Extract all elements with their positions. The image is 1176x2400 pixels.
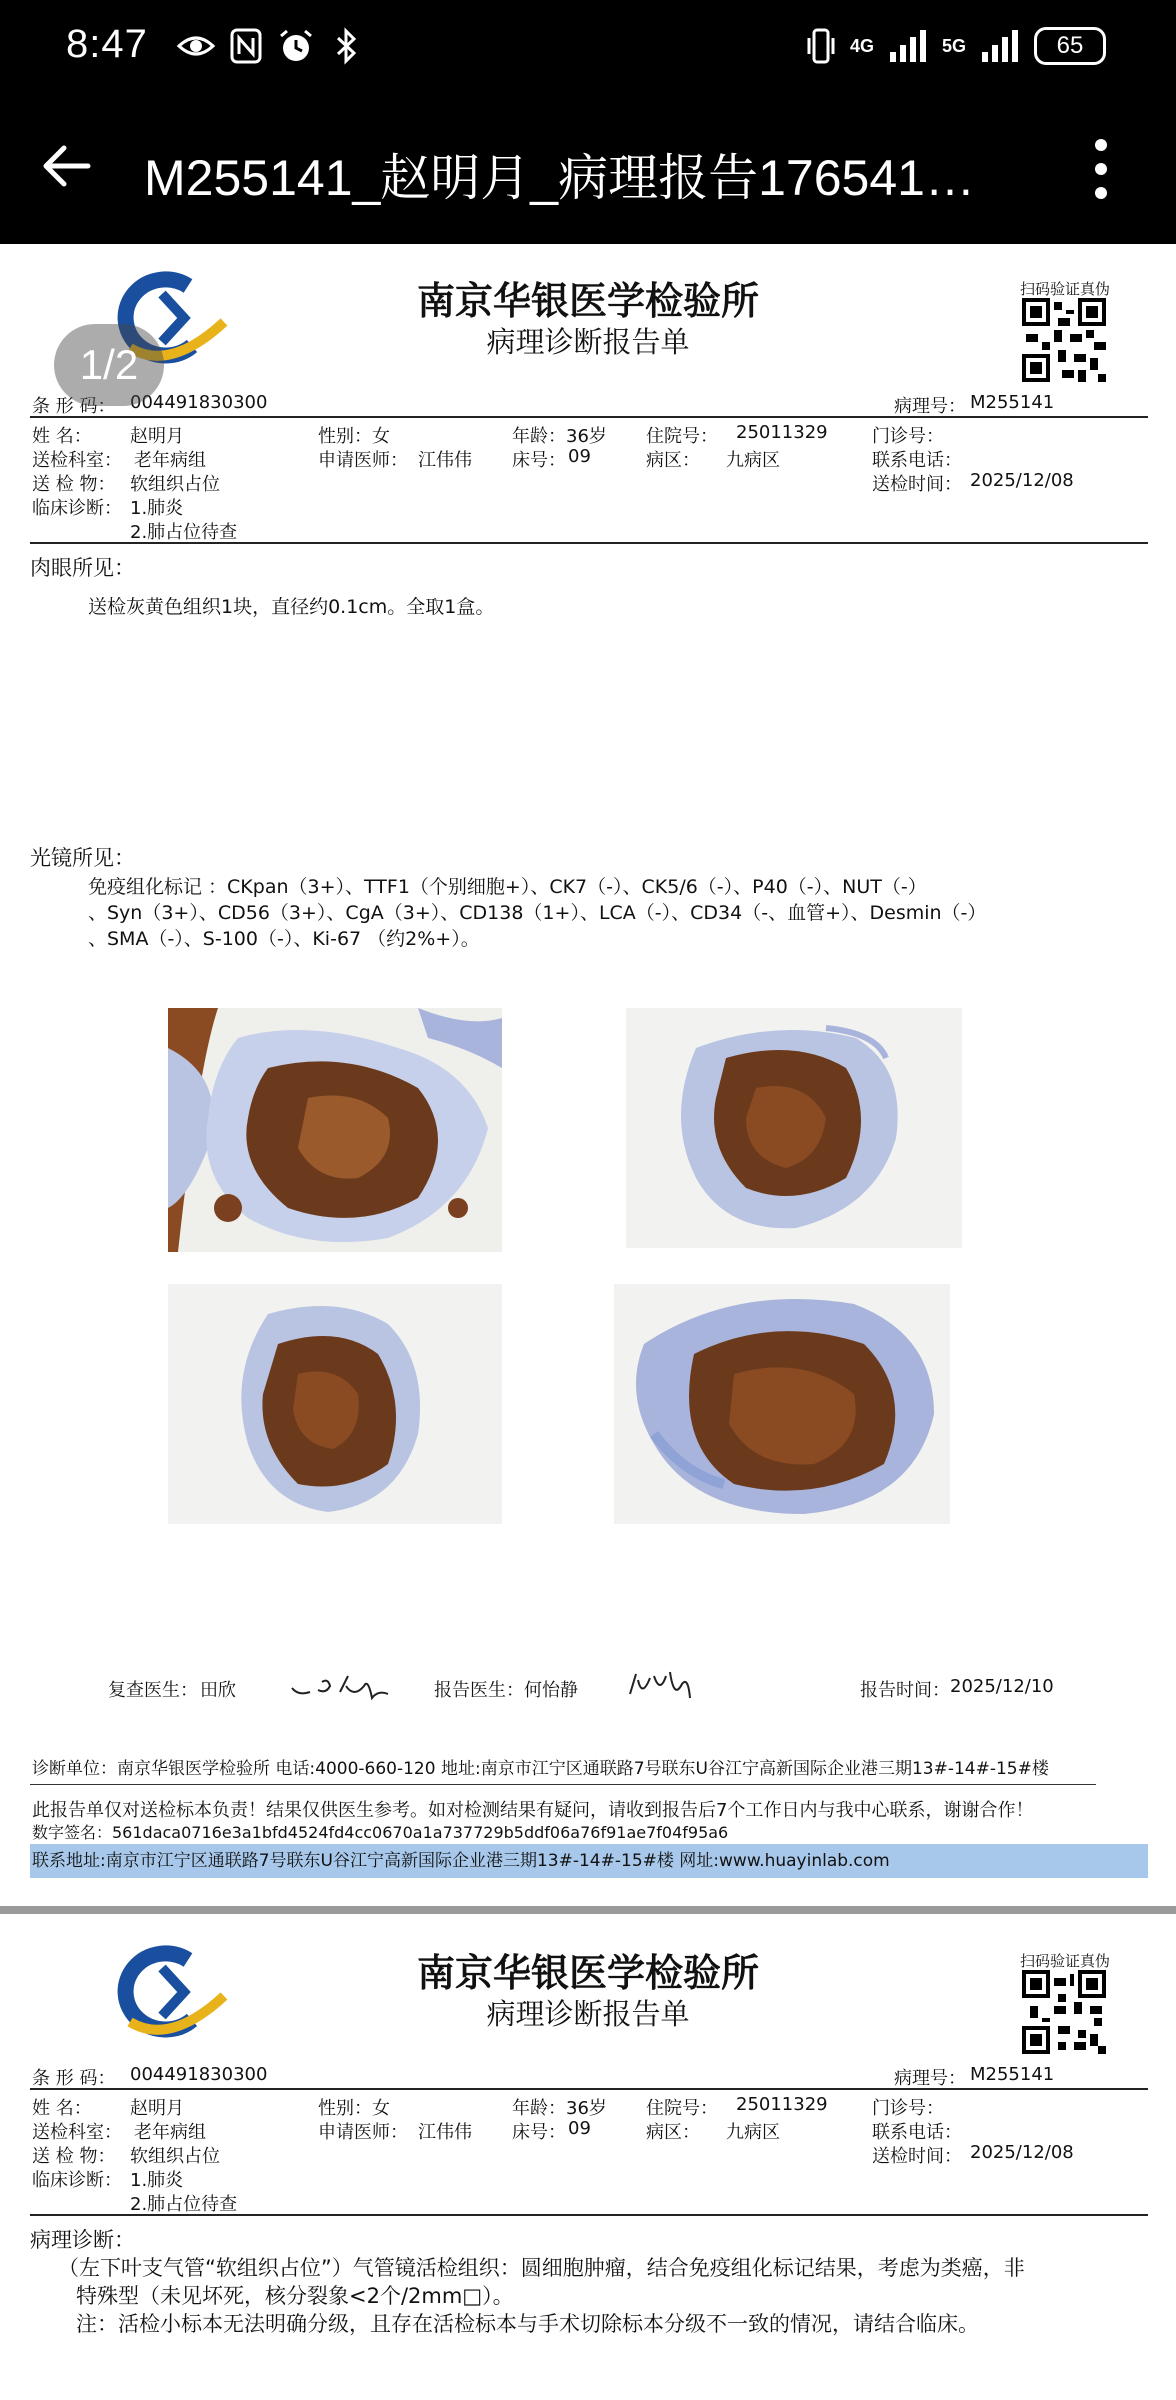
micrograph-2 — [626, 1008, 962, 1248]
doctor-label: 申请医师： — [318, 450, 408, 471]
info-divider-p2 — [30, 2214, 1148, 2216]
dept-value-p2: 老年病组 — [134, 2122, 206, 2143]
patient-name: 赵明月 — [130, 426, 184, 447]
clinical-diagnosis-1: 1.肺炎 — [130, 498, 184, 519]
report-type: 病理诊断报告单 — [486, 325, 690, 359]
microscopy-title: 光镜所见： — [30, 846, 135, 870]
age-label-p2: 年龄： — [512, 2098, 566, 2119]
name-label-p2: 姓 名： — [32, 2098, 92, 2119]
back-arrow-icon[interactable] — [36, 136, 96, 196]
specimen-value-p2: 软组织占位 — [130, 2146, 220, 2167]
dept-label-p2: 送检科室： — [32, 2122, 122, 2143]
page-indicator: 1/2 — [54, 324, 164, 406]
contact-bar[interactable]: 联系地址:南京市江宁区通联路7号联东U谷江宁高新国际企业港三期13#-14#-15#楼 网址:www.huayinlab.com — [30, 1844, 1148, 1878]
info-divider — [30, 542, 1148, 544]
clinical-label-p2: 临床诊断： — [32, 2170, 122, 2191]
ward-label-p2: 病区： — [646, 2122, 700, 2143]
review-doctor: 田欣 — [200, 1680, 236, 1701]
specimen-value: 软组织占位 — [130, 474, 220, 495]
app-bar — [0, 92, 1176, 244]
doctor-value: 江伟伟 — [418, 450, 472, 471]
inpatient-label: 住院号： — [646, 426, 718, 447]
inpatient-no: 25011329 — [736, 422, 828, 443]
report-page-2 — [0, 1916, 1176, 2400]
verification-qr-code[interactable] — [1022, 298, 1106, 382]
doctor-label-p2: 申请医师： — [318, 2122, 408, 2143]
pathology-no-value-p2: M255141 — [970, 2064, 1055, 2085]
sex-label-p2: 性别： — [318, 2098, 372, 2119]
patient-sex: 女 — [372, 426, 390, 447]
qr-label-page-2: 扫码验证真伪 — [1020, 1952, 1111, 1970]
sex-label: 性别： — [318, 426, 372, 447]
outpatient-label-p2: 门诊号： — [872, 2098, 944, 2119]
phone-label: 联系电话： — [872, 450, 962, 471]
diagnosis-note: 注：活检小标本无法明确分级，且存在活检标本与手术切除标本分级不一致的情况，请结合临床。 — [76, 2312, 979, 2336]
micrograph-3 — [168, 1284, 502, 1524]
phone-label-p2: 联系电话： — [872, 2122, 962, 2143]
status-right — [806, 26, 1106, 66]
bed-value: 09 — [568, 446, 591, 467]
diagnosis-title: 病理诊断： — [30, 2228, 135, 2252]
unit-line: 诊断单位：南京华银医学检验所 电话:4000-660-120 地址:南京市江宁区通联路7号联东U谷江宁高新国际企业港三期13#-14#-15#楼 — [32, 1759, 1049, 1779]
patient-name-p2: 赵明月 — [130, 2098, 184, 2119]
header-divider-p2 — [30, 2088, 1148, 2090]
patient-age-p2: 36岁 — [566, 2098, 607, 2119]
doctor-value-p2: 江伟伟 — [418, 2122, 472, 2143]
age-label: 年龄： — [512, 426, 566, 447]
review-doctor-label: 复查医生： — [108, 1680, 198, 1701]
battery-indicator: 65 — [1034, 27, 1106, 65]
ward-label: 病区： — [646, 450, 700, 471]
diagnosis-line-2: 特殊型（未见坏死，核分裂象<2个/2mm□）。 — [76, 2284, 514, 2308]
micrograph-4 — [614, 1284, 950, 1524]
clinical-diagnosis-2-p2: 2.肺占位待查 — [130, 2194, 238, 2215]
lab-name: 南京华银医学检验所 — [416, 279, 759, 323]
patient-age: 36岁 — [566, 426, 607, 447]
micrograph-1 — [168, 1008, 502, 1252]
submit-time-label-p2: 送检时间： — [872, 2146, 962, 2167]
report-type-page-2: 病理诊断报告单 — [486, 1997, 690, 2031]
alarm-icon — [276, 26, 316, 66]
ihc-line-2: 、Syn（3+）、CD56（3+）、CgA（3+）、CD138（1+）、LCA（-）、CD34（-、血管+）、Desmin（-） — [88, 902, 987, 924]
submit-time-value-p2: 2025/12/08 — [970, 2142, 1074, 2163]
qr-label: 扫码验证真伪 — [1020, 280, 1111, 298]
nfc-icon — [226, 26, 266, 66]
submit-time-label: 送检时间： — [872, 474, 962, 495]
outpatient-label: 门诊号： — [872, 426, 944, 447]
header-divider — [30, 416, 1148, 418]
specimen-label-p2: 送 检 物： — [32, 2146, 116, 2167]
barcode-label: 条 形 码： — [32, 396, 116, 417]
signal-icon — [888, 28, 928, 64]
barcode-label-p2: 条 形 码： — [32, 2068, 116, 2089]
status-time: 8:47 — [66, 22, 148, 66]
report-time: 2025/12/10 — [950, 1676, 1054, 1697]
clinical-label: 临床诊断： — [32, 498, 122, 519]
dept-label: 送检科室： — [32, 450, 122, 471]
page-separator — [0, 1906, 1176, 1914]
bluetooth-icon — [326, 26, 366, 66]
dept-value: 老年病组 — [134, 450, 206, 471]
vibrate-icon — [806, 26, 836, 66]
bed-label-p2: 床号： — [512, 2122, 566, 2143]
inpatient-label-p2: 住院号： — [646, 2098, 718, 2119]
verification-qr-code-page-2[interactable] — [1022, 1970, 1106, 2054]
ward-value-p2: 九病区 — [726, 2122, 780, 2143]
eye-icon — [176, 26, 216, 66]
unit-divider — [30, 1784, 1096, 1785]
barcode-value-p2: 004491830300 — [130, 2064, 268, 2085]
specimen-label: 送 检 物： — [32, 474, 116, 495]
pathology-no-value: M255141 — [970, 392, 1055, 413]
network-4g: 4G — [849, 35, 874, 56]
submit-time-value: 2025/12/08 — [970, 470, 1074, 491]
review-doctor-signature — [288, 1668, 392, 1704]
ihc-line-3: 、SMA（-）、S-100（-）、Ki-67 （约2%+）。 — [88, 928, 480, 950]
document-title: M255141_赵明月_病理报告176541… — [144, 150, 975, 206]
ihc-line-1: 免疫组化标记 ：CKpan（3+）、TTF1（个别细胞+）、CK7（-）、CK5/6（-）、P40（-）、NUT（-） — [88, 876, 927, 898]
bed-label: 床号： — [512, 450, 566, 471]
diagnosis-line-1: （左下叶支气管“软组织占位”）气管镜活检组织：圆细胞肿瘤，结合免疫组化标记结果，考虑为类癌，非 — [58, 2256, 1025, 2280]
ward-value: 九病区 — [726, 450, 780, 471]
patient-sex-p2: 女 — [372, 2098, 390, 2119]
digital-signature: 数字签名：561daca0716e3a1bfd4524fd4cc0670a1a737729b5ddf06a76f91ae7f04f95a6 — [32, 1823, 729, 1842]
name-label: 姓 名： — [32, 426, 92, 447]
status-bar — [0, 0, 1176, 92]
inpatient-no-p2: 25011329 — [736, 2094, 828, 2115]
status-icons — [176, 26, 366, 66]
signal-icon-2 — [980, 28, 1020, 64]
pathology-no-label-p2: 病理号： — [894, 2068, 966, 2089]
clinical-diagnosis-2: 2.肺占位待查 — [130, 522, 238, 543]
report-time-label: 报告时间： — [860, 1680, 950, 1701]
report-doctor-label: 报告医生： — [434, 1680, 524, 1701]
network-5g: 5G — [941, 35, 966, 56]
more-options-icon[interactable] — [1086, 136, 1116, 202]
report-page-1 — [0, 244, 1176, 1908]
report-doctor-signature — [624, 1664, 696, 1708]
pathology-no-label: 病理号： — [894, 396, 966, 417]
bed-value-p2: 09 — [568, 2118, 591, 2139]
clinical-diagnosis-1-p2: 1.肺炎 — [130, 2170, 184, 2191]
report-doctor: 何怡静 — [524, 1680, 578, 1701]
gross-description: 送检灰黄色组织1块，直径约0.1cm。全取1盒。 — [88, 596, 495, 618]
disclaimer: 此报告单仅对送检标本负责！结果仅供医生参考。如对检测结果有疑问，请收到报告后7个工作日内与我中心联系，谢谢合作！ — [32, 1800, 1034, 1821]
lab-name-page-2: 南京华银医学检验所 — [416, 1951, 759, 1995]
barcode-value: 004491830300 — [130, 392, 268, 413]
gross-title: 肉眼所见： — [30, 556, 135, 580]
